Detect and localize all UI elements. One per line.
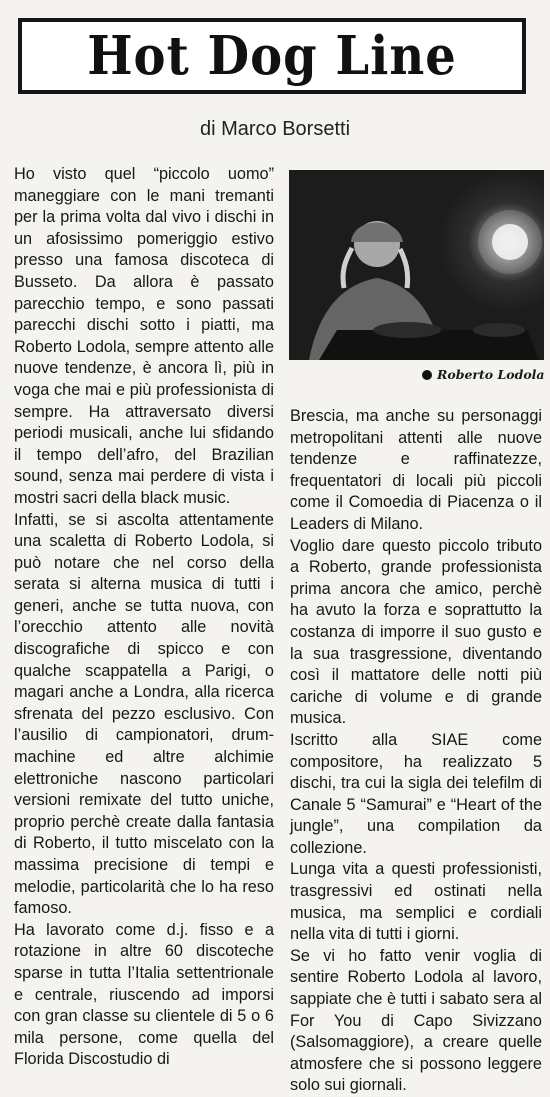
photo-caption-text: Roberto Lodola [437, 367, 545, 382]
paragraph: Brescia, ma anche su personaggi metropolitani attenti alle nuove tendenze e raffinatezze, frequentatori di locali più piccoli come il Comoedia di Piacenza o il Leaders di Milano. [290, 407, 542, 533]
page-title: Hot Dog Line [87, 24, 457, 88]
bullet-icon [422, 370, 432, 380]
article-left-column [14, 164, 274, 1071]
title-box [18, 18, 526, 94]
paragraph: Infatti, se si ascolta attentamente una scaletta di Roberto Lodola, si può notare che nel corso della serata si alterna musica di tutti i generi, anche se tutta nuova, con l’orecchio attento alle novità discografiche di spicco e con qualche scappatella a Parigi, o magari anche a Londra, alla ricerca sfrenata del pezzo esclusivo. Con l’ausilio di campionatori, drum-machine ed altre alchimie elettroniche nascono particolari versioni remixate del tutto uniche, proprio perchè create dalla fantasia di Roberto, il tutto miscelato con la massima precisione di tempi e melodie, particolarità che lo ha reso famoso. [14, 510, 274, 918]
byline: di Marco Borsetti [199, 118, 351, 140]
dj-photo [289, 170, 544, 360]
paragraph: Ho visto quel “piccolo uomo” maneggiare con le mani tremanti per la prima volta dal vivo i dischi in un afosissimo pomeriggio estivo presso una famosa discoteca di Busseto. Da allora è passato parecchio tempo, e sono passati parecchi dischi sotto i piatti, ma Roberto Lodola, sempre attento alle nuove tendenze, è ancora lì, più in voga che mai e più professionista di sempre. Ha attraversato diversi periodi musicali, anche lui sfidando il tempo dell’afro, del Brazilian sound, senza mai perdere di vista i mostri sacri della black music. [14, 165, 274, 507]
paragraph: Lunga vita a questi professionisti, trasgressivi ed ostinati nella musica, ma semplici e cordiali nella vita di tutti i giorni. [290, 860, 542, 944]
dj-photo-illustration [289, 170, 544, 360]
photo-caption [422, 367, 545, 382]
paragraph: Voglio dare questo piccolo tributo a Roberto, grande professionista prima ancora che amico, perchè ha avuto la forza e soprattutto la costanza di imporre il suo gusto e la sua trasgressione, diventando così il mattatore delle notti più cariche di volume e di grande musica. [290, 536, 542, 728]
paragraph: Ha lavorato come d.j. fisso e a rotazione in altre 60 discoteche sparse in tutta l’Italia settentrionale e centrale, riuscendo ad imporsi con gran classe su clientele di 5 o 6 mila persone, come quella del Florida Discostudio di [14, 920, 274, 1069]
paragraph: Iscritto alla SIAE come compositore, ha realizzato 5 dischi, tra cui la sigla dei telefilm di Canale 5 “Samurai” e “Heart of the jungle”, una compilation da collezione. [290, 730, 542, 857]
article-right-column [290, 406, 542, 1097]
paragraph: Se vi ho fatto venir voglia di sentire Roberto Lodola al lavoro, sappiate che è tutti i sabato sera al For You di Capo Sivizzano (Salsomaggiore), a creare quelle atmosfere che si possono leggere solo sui giornali. [290, 946, 542, 1095]
